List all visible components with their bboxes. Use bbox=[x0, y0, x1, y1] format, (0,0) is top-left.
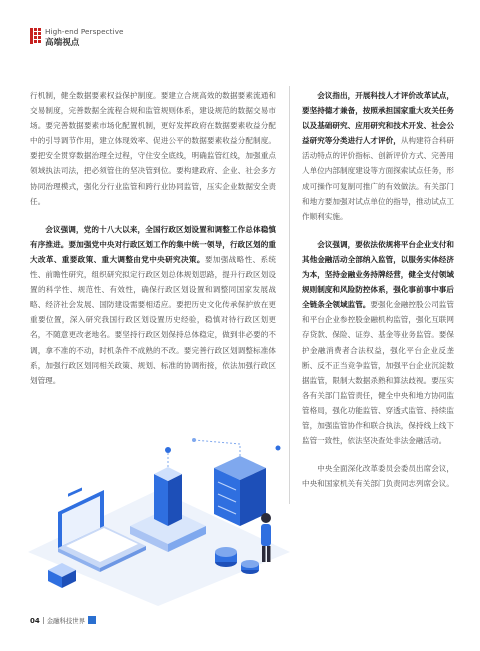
data-dot-icon bbox=[165, 447, 171, 453]
right-paragraph-1-lead: 会议指出，开展科技人才评价改革试点，要坚持德才兼备，按照承担国家重大攻关任务以及基础研究、应用研究和技术开发、社会公益研究等分类进行人才评价， bbox=[302, 91, 454, 146]
right-column bbox=[302, 88, 454, 491]
magazine-name: 金融科技世界 bbox=[46, 617, 86, 625]
left-paragraph-2 bbox=[30, 222, 276, 388]
footer-separator bbox=[43, 617, 44, 624]
page-footer bbox=[30, 616, 96, 625]
right-paragraph-2-body: 要强化金融控股公司监管和平台企业参控股金融机构监管，强化互联网存贷款、保险、证券、基金等业务监管。要保护金融消费者合法权益，强化平台企业反垄断、反不正当竞争监管，加强平台企业沉淀数据监管，限制大数据杀熟和算法歧视。要压实各有关部门监管责任，健全中央和地方协同监管格局，强化功能监管、穿透式监管、持续监管，加强监管协作和联合执法，保持线上线下监管一致性，依法坚决查处非法金融活动。 bbox=[302, 300, 455, 446]
server-stack-icon bbox=[214, 456, 266, 526]
left-paragraph-2-body: 要加强战略性、系统性、前瞻性研究，组织研究拟定行政区划总体规划思路，提升行政区划设置的科学性、规范性、有效性，确保行政区划设置和调整同国家发展战略、经济社会发展、国防建设需要相适应。要把历史文化传承保护放在更重要位置，深入研究我国行政区划设置历史经验，稳慎对待行政区划更名，不随意更改老地名。要坚持行政区划保持总体稳定，做到非必要的不调，拿不准的不动，时机条件不成熟的不改。要完善行政区划调整标准体系，加强行政区划同相关政策、规划、标准的协调衔接，依法加强行政区划管理。 bbox=[30, 254, 277, 385]
left-paragraph-2-lead: 会议强调，党的十八大以来，全国行政区划设置和调整工作总体稳慎有序推进。要加强党中央对行政区划工作的集中统一领导，行政区划的重大改革、重要政策、重大调整由党中央研究决策。 bbox=[30, 224, 276, 264]
right-paragraph-2 bbox=[302, 237, 454, 448]
footer-tag-icon bbox=[88, 616, 96, 624]
right-paragraph-1 bbox=[302, 88, 454, 224]
section-title-english: High-end Perspective bbox=[45, 27, 124, 36]
right-paragraph-3: 中央全面深化改革委员会委员出席会议，中央和国家机关有关部门负责同志列席会议。 bbox=[302, 464, 454, 489]
right-paragraph-2-lead: 会议强调，要依法依规将平台企业支付和其他金融活动全部纳入监管，以服务实体经济为本，坚持金融业务持牌经营，健全支付领域规则制度和风险防控体系，强化事前事中事后全链条全领域监管。 bbox=[302, 239, 454, 310]
data-tower-icon bbox=[154, 467, 182, 526]
section-title-chinese: 高端视点 bbox=[45, 38, 80, 48]
fintech-illustration bbox=[18, 430, 298, 606]
data-dot-icon bbox=[276, 446, 281, 451]
left-column bbox=[30, 88, 276, 388]
section-logo-mark bbox=[30, 28, 41, 44]
right-paragraph-1-body: 从构建符合科研活动特点的评价指标、创新评价方式、完善用人单位内部制度建设等方面探索试点任务，形成可操作可复制可推广的有效做法。有关部门和地方要加强对试点单位的指导，推动试点工作顺利实施。 bbox=[302, 136, 455, 221]
left-paragraph-1: 行机制，健全数据要素权益保护制度。要建立合规高效的数据要素流通和交易制度，完善数据全流程合规和监管规则体系，建设规范的数据交易市场。要完善数据要素市场化配置机制，更好发挥政府在数据要素收益分配中的引导调节作用，建立体现效率、促进公平的数据要素收益分配制度。要把安全贯穿数据治理全过程，守住安全底线，明确监管红线，加强重点领域执法司法，把必须管住的坚决管到位。要构建政府、企业、社会多方协同治理模式，强化分行业监管和跨行业协同监管，压实企业数据安全责任。 bbox=[30, 91, 276, 206]
page-number: 04 bbox=[30, 617, 40, 625]
